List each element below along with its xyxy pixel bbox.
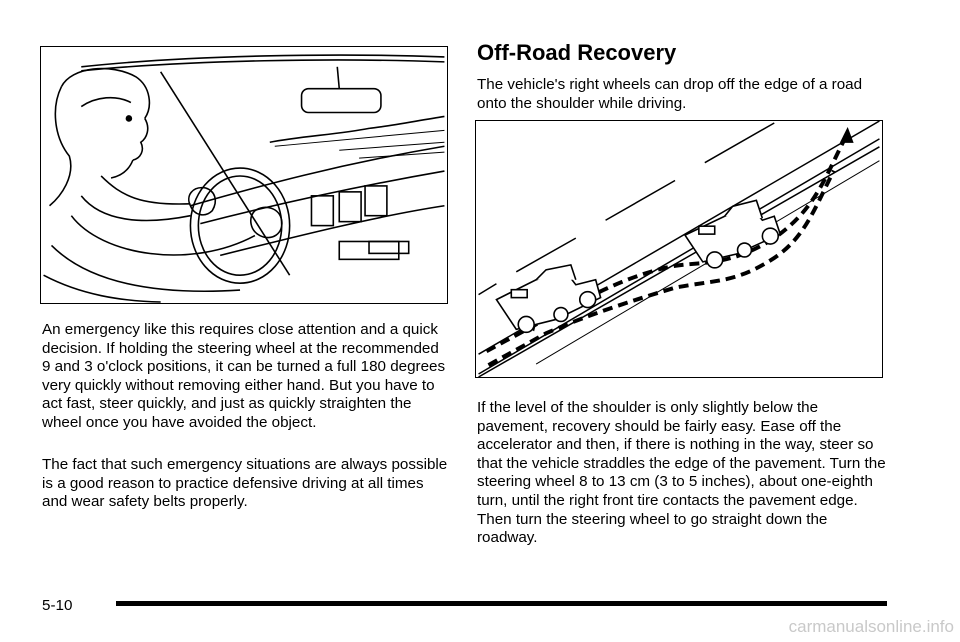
emergency-paragraph: An emergency like this requires close attention and a quick decision. If holding the steering wheel at the recommended 9 and 3 o'clock positions, it can be turned a full 180 degrees very quickly without removing either hand. But you have to act fast, steer quickly, and just as quickly straighten the wheel once you have avoided the object.	[42, 321, 446, 431]
recovery-paragraph: If the level of the shoulder is only slightly below the pavement, recovery should be fairly easy. Ease off the accelerator and then, if there is nothing in the way, steer so that the vehicle straddles the edge of the pavement. Turn the steering wheel 8 to 13 cm (3 to 5 inches), about one-eighth turn, until the right front tire contacts the pavement edge. Then turn the steering wheel to go straight down the roadway.	[477, 399, 886, 547]
intro-paragraph: The vehicle's right wheels can drop off the edge of a road onto the shoulder while driving.	[477, 76, 863, 112]
driver-steering-illustration	[40, 46, 448, 304]
truck-1	[496, 265, 600, 332]
footer-rule	[116, 601, 887, 606]
road-recovery-drawing	[476, 121, 882, 377]
driver-steering-drawing	[41, 47, 447, 303]
page-number: 5-10	[42, 597, 73, 614]
section-heading: Off-Road Recovery	[477, 40, 677, 65]
truck-2	[685, 200, 780, 267]
off-road-recovery-illustration	[475, 120, 883, 378]
watermark: carmanualsonline.info	[788, 617, 954, 636]
defensive-driving-paragraph: The fact that such emergency situations are always possible is a good reason to practice defensive driving at all times and wear safety belts properly.	[42, 456, 448, 511]
